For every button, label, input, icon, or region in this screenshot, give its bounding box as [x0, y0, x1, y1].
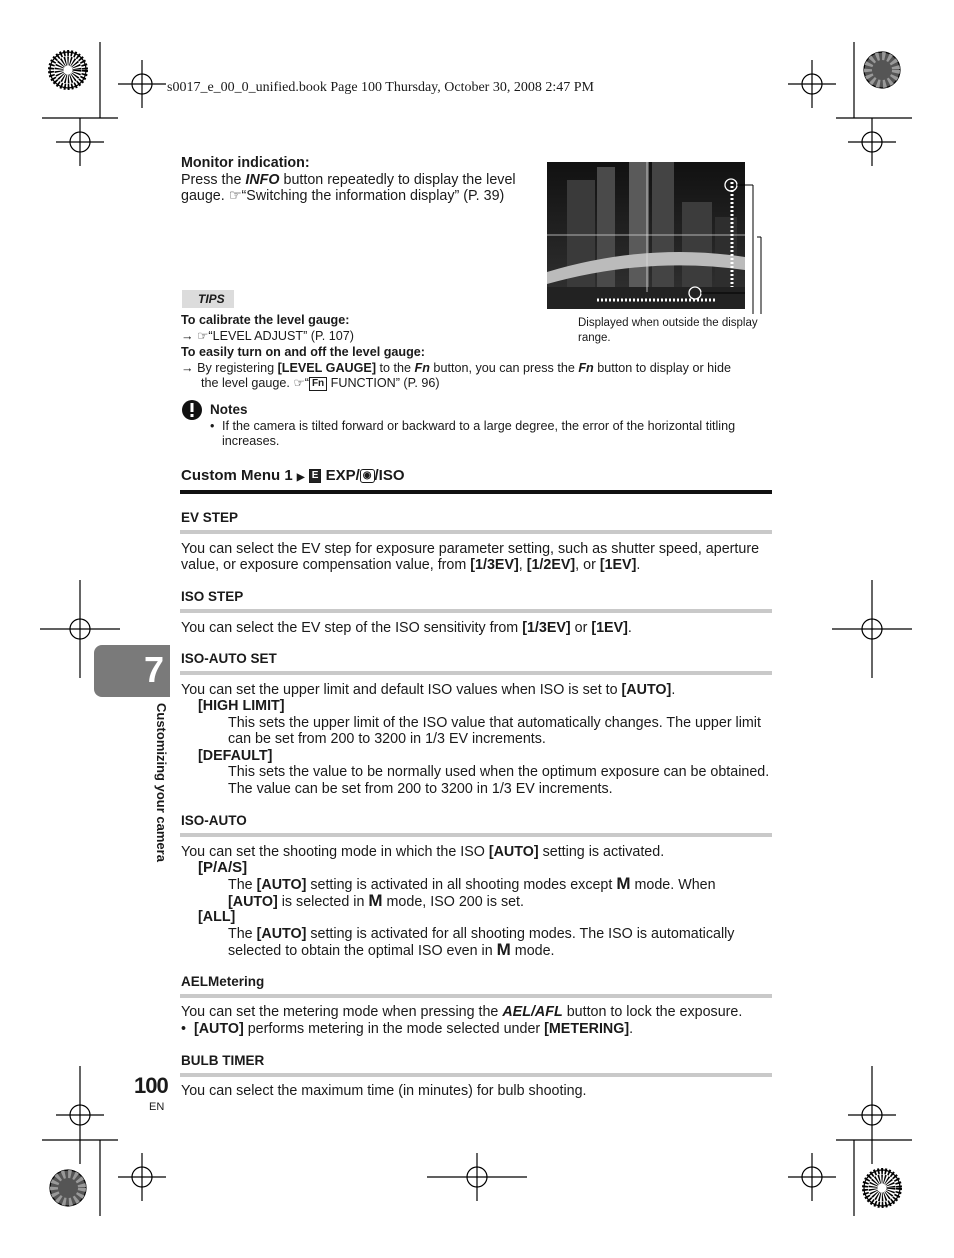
arrow-right-icon: ▶: [296, 472, 305, 483]
notes-bullet: •: [210, 419, 215, 433]
iso-auto-set-title: ISO-AUTO SET: [181, 651, 277, 666]
tips-badge: TIPS: [182, 290, 234, 308]
section-rule: [180, 994, 772, 998]
iso-step-text: You can select the EV step of the ISO sensitivity from [1/3EV] or [1EV].: [181, 620, 632, 636]
ev-step-line2: value, or exposure compensation value, from [1/3EV], [1/2EV], or [1EV].: [181, 557, 641, 573]
iso-step-title: ISO STEP: [181, 589, 244, 604]
all-label: [ALL]: [198, 909, 236, 925]
notes-title: Notes: [210, 402, 248, 417]
language-code: EN: [149, 1101, 165, 1113]
menu-tab-icon: E: [309, 469, 322, 483]
pas-line1: The [AUTO] setting is activated in all shooting modes except M mode. When: [228, 874, 716, 893]
high-limit-line1: This sets the upper limit of the ISO value that automatically changes. The upper limit: [228, 715, 761, 731]
reference-icon: ☞: [293, 376, 305, 390]
notes-line1: If the camera is tilted forward or backward to a large degree, the error of the horizontal titling: [222, 419, 736, 433]
high-limit-label: [HIGH LIMIT]: [198, 698, 285, 714]
section-rule: [180, 833, 772, 837]
tip2-line2: the level gauge. ☞“ Fn FUNCTION” (P. 96): [201, 376, 440, 390]
chapter-label: Customizing your camera: [154, 703, 169, 862]
metering-icon: ◉: [360, 469, 375, 483]
bulb-text: You can select the maximum time (in minutes) for bulb shooting.: [181, 1083, 587, 1099]
ev-step-title: EV STEP: [181, 510, 239, 525]
section-rule: [180, 530, 772, 534]
book-header: s0017_e_00_0_unified.book Page 100 Thursday, October 30, 2008 2:47 PM: [167, 80, 594, 95]
chapter-tab: 7: [94, 645, 170, 697]
ael-bullet: • [AUTO] performs metering in the mode selected under [METERING].: [181, 1021, 634, 1037]
default-line2: The value can be set from 200 to 3200 in 1/3 EV increments.: [228, 781, 613, 797]
mode-m-icon: M: [368, 891, 383, 910]
warning-icon: [181, 399, 203, 421]
tip2-line1: → By registering [LEVEL GAUGE] to the Fn button, you can press the Fn button to display or hide: [181, 361, 731, 375]
ael-title: AELMetering: [181, 974, 265, 989]
mode-m-icon: M: [496, 940, 511, 959]
reference-icon: ☞: [228, 188, 242, 204]
ael-afl-key-label: AEL/AFL: [502, 1004, 563, 1020]
iso-auto-set-intro: You can set the upper limit and default ISO values when ISO is set to [AUTO].: [181, 682, 676, 698]
section-rule: [180, 671, 772, 675]
pas-label: [P/A/S]: [198, 859, 248, 876]
info-key-label: INFO: [245, 172, 280, 188]
ael-intro: You can set the metering mode when pressing the AEL/AFL button to lock the exposure.: [181, 1004, 743, 1020]
iso-auto-title: ISO-AUTO: [181, 813, 247, 828]
ev-step-line1: You can select the EV step for exposure parameter setting, such as shutter speed, aperture: [181, 541, 760, 557]
default-label: [DEFAULT]: [198, 748, 273, 764]
monitor-title: Monitor indication:: [181, 155, 310, 171]
tip1-title: To calibrate the level gauge:: [181, 313, 350, 327]
notes-line2: increases.: [222, 434, 280, 448]
section-rule: [180, 609, 772, 613]
all-line1: The [AUTO] setting is activated for all shooting modes. The ISO is automatically: [228, 926, 735, 942]
bulb-title: BULB TIMER: [181, 1053, 265, 1068]
high-limit-line2: can be set from 200 to 3200 in 1/3 EV increments.: [228, 731, 546, 747]
section-rule: [180, 1073, 772, 1077]
default-line1: This sets the value to be normally used when the optimum exposure can be obtained.: [228, 764, 770, 780]
photo-caption: Displayed when outside the display range.: [578, 317, 758, 344]
monitor-line1: Press the INFO button repeatedly to display the level: [181, 172, 516, 188]
reference-icon: ☞: [197, 329, 209, 343]
pas-line2: [AUTO] is selected in M mode, ISO 200 is set.: [228, 891, 524, 910]
heading-rule: [180, 490, 772, 494]
iso-auto-intro: You can set the shooting mode in which the ISO [AUTO] setting is activated.: [181, 844, 665, 860]
tip1-text: → ☞“LEVEL ADJUST” (P. 107): [181, 329, 354, 343]
all-line2: selected to obtain the optimal ISO even in M mode.: [228, 940, 555, 959]
custom-menu-title: Custom Menu 1 ▶ E EXP/ ◉ /ISO: [181, 467, 405, 484]
camera-monitor-photo: [547, 162, 769, 318]
page-number: 100: [134, 1073, 168, 1098]
monitor-line2: gauge. ☞“Switching the information display” (P. 39): [181, 188, 505, 204]
fn-button-icon: Fn: [309, 377, 327, 391]
mode-m-icon: M: [616, 874, 631, 893]
tip2-title: To easily turn on and off the level gauge:: [181, 345, 425, 359]
